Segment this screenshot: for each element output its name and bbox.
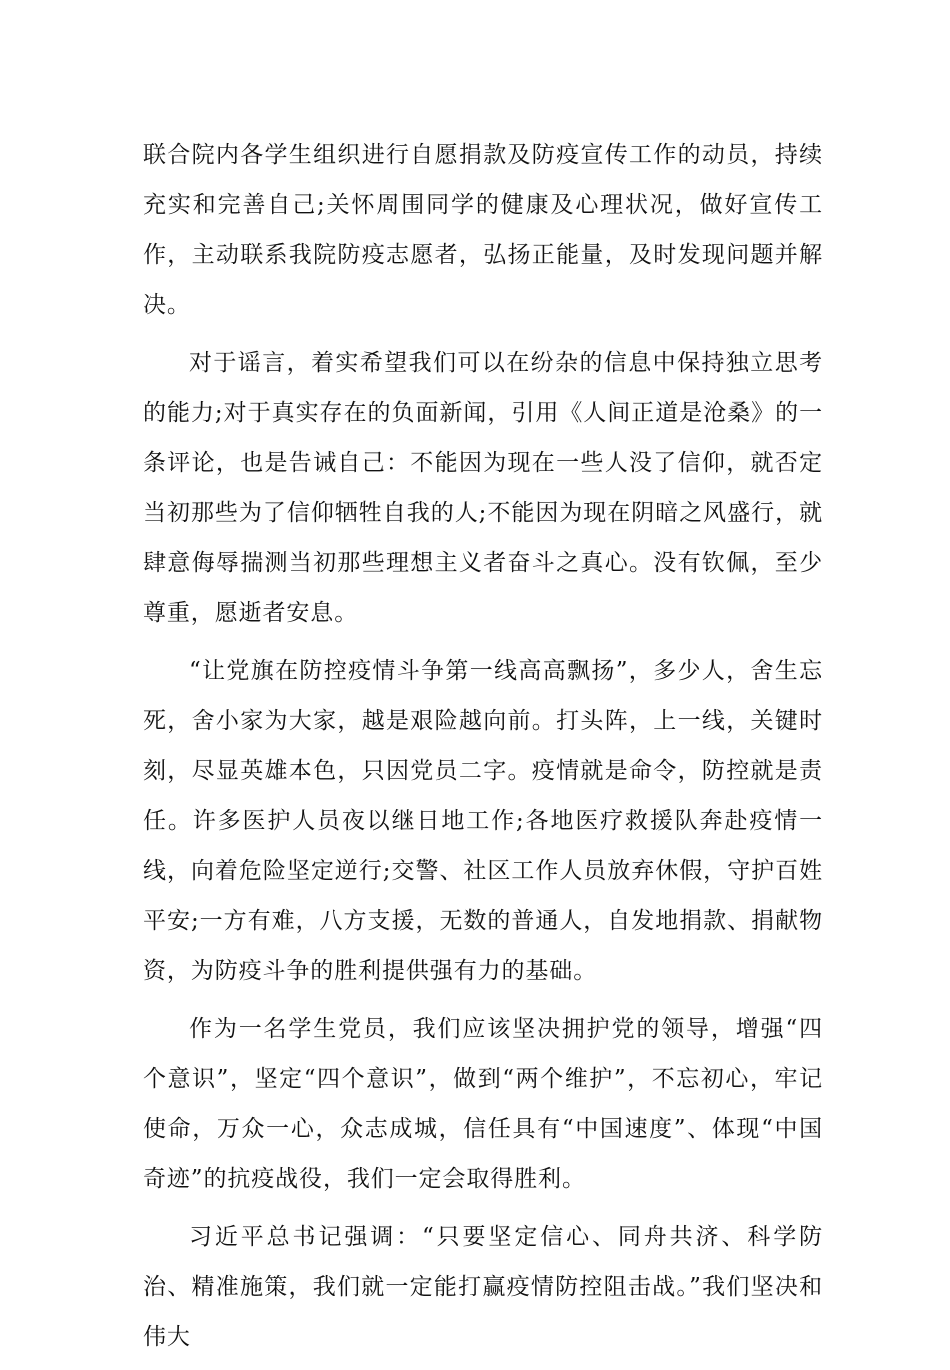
paragraph-1: 联合院内各学生组织进行自愿捐款及防疫宣传工作的动员，持续充实和完善自己;关怀周围同学的健康及心理状况，做好宣传工作，主动联系我院防疫志愿者，弘扬正能量，及时发现问题并解决。: [143, 142, 823, 318]
paragraph-2: 对于谣言，着实希望我们可以在纷杂的信息中保持独立思考的能力;对于真实存在的负面新闻，引用《人间正道是沧桑》的一条评论，也是告诫自己：不能因为现在一些人没了信仰，就否定当初那些为了信仰牺牲自我的人;不能因为现在阴暗之风盛行，就肆意侮辱揣测当初那些理想主义者奋斗之真心。没有钦佩，至少尊重，愿逝者安息。: [143, 350, 823, 626]
paragraph-3: “让党旗在防控疫情斗争第一线高高飘扬”，多少人，舍生忘死，舍小家为大家，越是艰险越向前。打头阵，上一线，关键时刻，尽显英雄本色，只因党员二字。疫情就是命令，防控就是责任。许多医护人员夜以继日地工作;各地医疗救援队奔赴疫情一线，向着危险坚定逆行;交警、社区工作人员放弃休假，守护百姓平安;一方有难，八方支援，无数的普通人，自发地捐款、捐献物资，为防疫斗争的胜利提供强有力的基础。: [143, 658, 823, 984]
paragraph-4: 作为一名学生党员，我们应该坚决拥护党的领导，增强“四个意识”，坚定“四个意识”，做到“两个维护”，不忘初心，牢记使命，万众一心，众志成城，信任具有“中国速度”、体现“中国奇迹”的抗疫战役，我们一定会取得胜利。: [143, 1016, 823, 1192]
document-body: [143, 130, 823, 1370]
paragraph-5: 习近平总书记强调：“只要坚定信心、同舟共济、科学防治、精准施策，我们就一定能打赢疫情防控阻击战。”我们坚决和伟大: [143, 1224, 823, 1350]
